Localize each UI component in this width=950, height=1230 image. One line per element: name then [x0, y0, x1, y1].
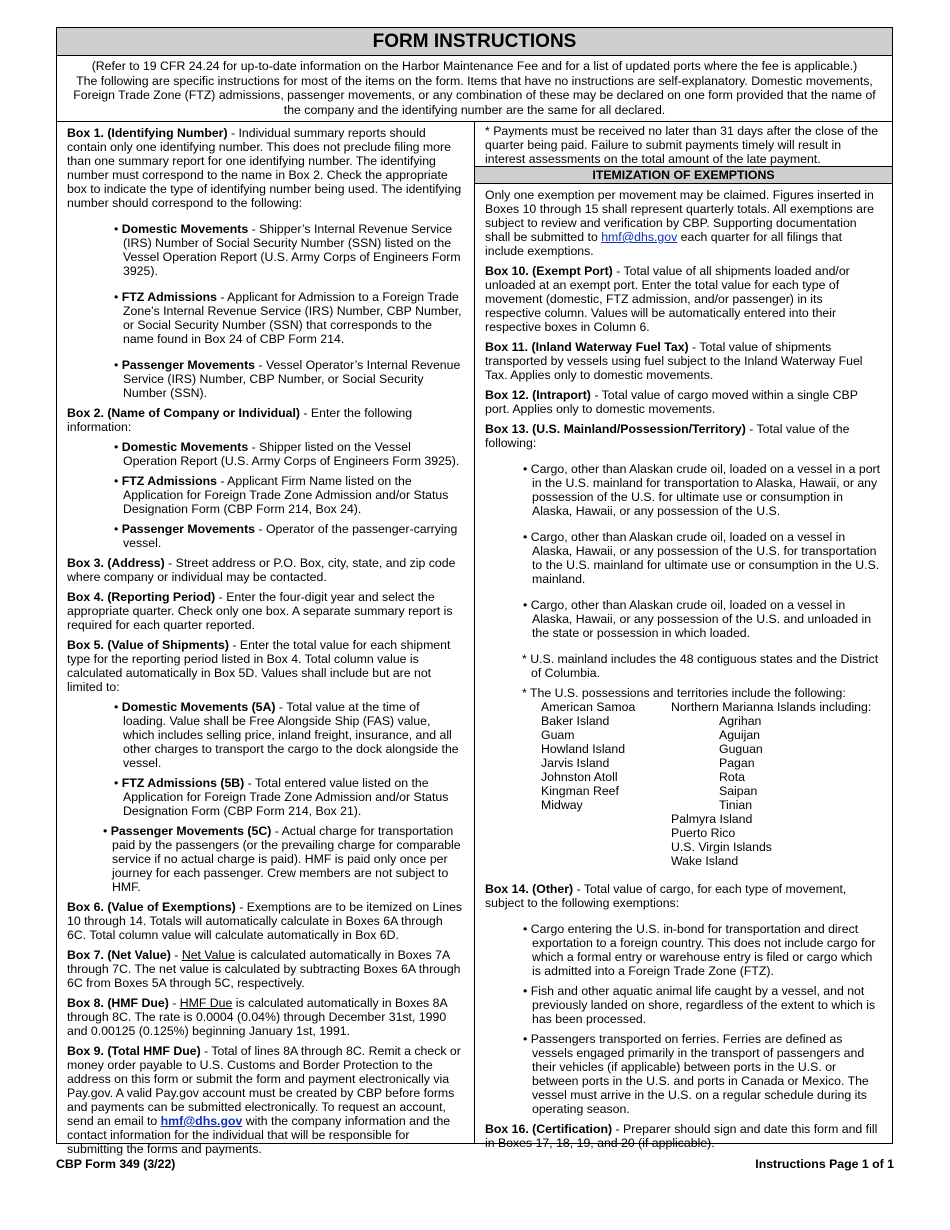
left-column: [57, 122, 475, 1156]
box5-bullet-ftz: • FTZ Admissions (5B) - Total entered value listed on the Application for Foreign Trade Zone Admission and/or Status Designation Form (CBP Form 214, Box 21).: [114, 776, 449, 818]
box16-section: [485, 1122, 882, 1150]
bullet-heading: Passenger Movements (5C): [110, 824, 272, 838]
bullet-text: - Shipper listed on the Vessel Operation Report (U.S. Army Corps of Engineers Form 3925).: [123, 440, 460, 468]
bullet-text: - Actual charge for transportation paid by the passengers (or the prevailing charge for comparable service if no actual charge is paid). HMF is paid only once per journey for each passenger. Crew members are not subject to HMF.: [112, 824, 461, 894]
exemption-intro-text2: each quarter for all filings that include exemptions.: [485, 230, 842, 258]
box13-section: [485, 422, 882, 450]
box9-text: - Total of lines 8A through 8C. Remit a check or money order payable to U.S. Customs and Border Protection to the address on this form or submit the form and payment electronically via Pay.gov. A valid Pay.gov account must be created by CBP before forms and payments can be submitted electronically. To request an account, send an email to: [67, 1044, 461, 1128]
box10-section: [485, 264, 882, 334]
territory: Guguan: [719, 742, 763, 756]
bullet-text: Cargo, other than Alaskan crude oil, loaded on a vessel in Alaska, Hawaii, or any possession of the U.S. for transportation to the U.S. mainland for ultimate use or consumption in the U.S. mainland.: [530, 530, 880, 586]
bullet-heading: Passenger Movements: [121, 358, 256, 372]
box14-bullet-1: • Cargo entering the U.S. in-bond for transportation and direct exportation to a foreign country. This does not include cargo for which a formal entry or warehouse entry is filed or cargo which is admitted into a Foreign Trade Zone (FTZ).: [523, 922, 876, 978]
bullet-text: - Shipper’s Internal Revenue Service (IRS) Number of Social Security Number (SSN) listed on the Vessel Operation Report (U.S. Army Corps of Engineers Form 3925).: [123, 222, 461, 278]
box16-heading: Box 16. (Certification): [485, 1122, 613, 1136]
territory: U.S. Virgin Islands: [671, 840, 772, 854]
bullet-text: - Total value at the time of loading. Value shall be Free Alongside Ship (FAS) value, which includes selling price, inland freight, insurance, and all other charges to transport the cargo to the dock alongside the vessel.: [123, 700, 459, 770]
territories-list: [485, 700, 882, 872]
box9-text2: with the company information and the contact information for the individual that will be responsible for submitting the forms and payments.: [67, 1114, 451, 1156]
box14-text: - Total value of cargo, for each type of movement, subject to the following exemptions:: [485, 882, 847, 910]
box7-pre: -: [170, 948, 182, 962]
box13-bullet-2: • Cargo, other than Alaskan crude oil, loaded on a vessel in Alaska, Hawaii, or any possession of the U.S. for transportation to the U.S. mainland for ultimate use or consumption in the U.S. mainland.: [523, 530, 880, 586]
itemization-body: [475, 184, 892, 1150]
box5-bullet-passenger: • Passenger Movements (5C) - Actual charge for transportation paid by the passengers (or the prevailing charge for comparable service if no actual charge is paid). HMF is paid only once per journey for each passenger. Crew members are not subject to HMF.: [103, 824, 461, 894]
bullet-heading: FTZ Admissions: [121, 290, 217, 304]
box6-section: [67, 900, 464, 942]
box5-section: [67, 638, 464, 694]
territory: Palmyra Island: [671, 812, 753, 826]
box7-section: [67, 948, 464, 990]
box11-heading: Box 11. (Inland Waterway Fuel Tax): [485, 340, 689, 354]
bullet-heading: Domestic Movements: [121, 440, 249, 454]
bullet-text: - Applicant for Admission to a Foreign Trade Zone’s Internal Revenue Service (IRS) Number, CBP Number, or Social Security Number (SSN) that corresponds to the name found in Box 24 of CBP Form 214.: [123, 290, 462, 346]
exemption-intro: [485, 188, 882, 258]
hmf-due-term: HMF Due: [179, 996, 233, 1010]
exemption-intro-text: Only one exemption per movement may be claimed. Figures inserted in Boxes 10 through 15 shall represent quarterly totals. All exemptions are subject to review and verification by CBP. Supporting documentation shall be submitted to: [485, 188, 874, 244]
bullet-text: Passengers transported on ferries. Ferries are defined as vessels engaged primarily in the transport of passengers and their vehicles (if applicable) between ports in the U.S. or between ports in the U.S. and ports in Canada or Mexico. The vessel must arrive in the U.S. on a regular schedule during its operating season.: [530, 1032, 869, 1116]
box6-heading: Box 6. (Value of Exemptions): [67, 900, 236, 914]
territory: Wake Island: [671, 854, 739, 868]
box2-bullet-domestic: • Domestic Movements - Shipper listed on the Vessel Operation Report (U.S. Army Corps of Engineers Form 3925).: [114, 440, 460, 468]
email-link[interactable]: hmf@dhs.gov: [601, 230, 678, 244]
territory: Pagan: [719, 756, 755, 770]
box1-bullet-passenger: • Passenger Movements - Vessel Operator’s Internal Revenue Service (IRS) Number, CBP Number, or Social Security Number (SSN).: [114, 358, 461, 400]
territory: Agrihan: [719, 714, 762, 728]
box1-bullet-ftz: • FTZ Admissions - Applicant for Admission to a Foreign Trade Zone’s Internal Revenue Service (IRS) Number, CBP Number, or Social Security Number (SSN) that corresponds to the name found in Box 24 of CBP Form 214.: [114, 290, 462, 346]
bullet-text: Cargo, other than Alaskan crude oil, loaded on a vessel in Alaska, Hawaii, or any possession of the U.S. and unloaded in the state or possession in which loaded.: [530, 598, 872, 640]
box9-heading: Box 9. (Total HMF Due): [67, 1044, 201, 1058]
intro-reference: (Refer to 19 CFR 24.24 for up-to-date information on the Harbor Maintenance Fee and for a list of updated ports where the fee is applicable.): [91, 59, 858, 73]
box1-heading: Box 1. (Identifying Number): [67, 126, 228, 140]
box13-text: - Total value of the following:: [485, 422, 850, 450]
bullet-heading: Passenger Movements: [121, 522, 256, 536]
box2-heading: Box 2. (Name of Company or Individual): [67, 406, 300, 420]
box10-text: - Total value of all shipments loaded and/or unloaded at an exempt port. Enter the total value for each type of movement (domestic, FTZ admission, and/or passenger) in its respective column. Values will be automatically entered into their respective boxes in Column 6.: [485, 264, 850, 334]
bullet-heading: Domestic Movements (5A): [121, 700, 276, 714]
box12-heading: Box 12. (Intraport): [485, 388, 591, 402]
box12-section: [485, 388, 882, 416]
bullet-text: - Total entered value listed on the Application for Foreign Trade Zone Admission and/or Status Designation Form (CBP Form 214, Box 21).: [123, 776, 449, 818]
territory: Johnston Atoll: [541, 770, 618, 784]
territory: American Samoa: [541, 700, 636, 714]
box14-heading: Box 14. (Other): [485, 882, 574, 896]
box14-bullet-2: • Fish and other aquatic animal life caught by a vessel, and not previously landed on shore, regardless of the extent to which is has been processed.: [523, 984, 876, 1026]
box2-bullet-passenger: • Passenger Movements - Operator of the passenger-carrying vessel.: [114, 522, 458, 550]
territory: Puerto Rico: [671, 826, 736, 840]
bullet-text: Cargo entering the U.S. in-bond for transportation and direct exportation to a foreign country. This does not include cargo for which a formal entry or warehouse entry is filed or cargo which is admitted into a Foreign Trade Zone (FTZ).: [530, 922, 876, 978]
box5-text: - Enter the total value for each shipment type for the reporting period listed in Box 4. Total column value is calculated automatically in Box 5D. Values shall include but are not limited to:: [67, 638, 451, 694]
box13-heading: Box 13. (U.S. Mainland/Possession/Territory): [485, 422, 746, 436]
box13-bullet-3: • Cargo, other than Alaskan crude oil, loaded on a vessel in Alaska, Hawaii, or any possession of the U.S. and unloaded in the state or possession in which loaded.: [523, 598, 872, 640]
mainland-note: * U.S. mainland includes the 48 contiguous states and the District of Columbia.: [522, 652, 879, 680]
box10-heading: Box 10. (Exempt Port): [485, 264, 613, 278]
box1-bullet-domestic: • Domestic Movements - Shipper’s Internal Revenue Service (IRS) Number of Social Security Number (SSN) listed on the Vessel Operation Report (U.S. Army Corps of Engineers Form 3925).: [114, 222, 461, 278]
box3-section: [67, 556, 464, 584]
territory: Howland Island: [541, 742, 626, 756]
page-title: FORM INSTRUCTIONS: [57, 28, 892, 56]
bullet-text: Fish and other aquatic animal life caught by a vessel, and not previously landed on shore, regardless of the extent to which is has been processed.: [530, 984, 876, 1026]
box7-heading: Box 7. (Net Value): [67, 948, 171, 962]
box8-text: is calculated automatically in Boxes 8A through 8C. The rate is 0.0004 (0.04%) through December 31st, 1990 and 0.00125 (0.125%) beginning January 1st, 1991.: [67, 996, 447, 1038]
territory: Saipan: [719, 784, 758, 798]
box16-text: - Preparer should sign and date this form and fill in Boxes 17, 18, 19, and 20 (if applicable).: [485, 1122, 878, 1150]
instructions-frame: [56, 27, 893, 1156]
bullet-heading: FTZ Admissions: [121, 474, 217, 488]
form-number: CBP Form 349 (3/22): [56, 1157, 176, 1171]
bullet-text: - Operator of the passenger-carrying vessel.: [123, 522, 458, 550]
territories-column-1: [541, 700, 635, 812]
box4-text: - Enter the four-digit year and select the appropriate quarter. Check only one box. A separate summary report is required for each quarter reported.: [67, 590, 453, 632]
email-link[interactable]: hmf@dhs.gov: [160, 1114, 243, 1128]
territory: Rota: [719, 770, 745, 784]
bullet-text: Cargo, other than Alaskan crude oil, loaded on a vessel in a port in the U.S. mainland for transportation to Alaska, Hawaii, or any possession of the U.S. for ultimate use or consumption in Alaska, Hawaii, or any possession of the U.S.: [530, 462, 881, 518]
box13-bullet-1: • Cargo, other than Alaskan crude oil, loaded on a vessel in a port in the U.S. mainland for transportation to Alaska, Hawaii, or any possession of the U.S. for ultimate use or consumption in Alaska, Hawaii, or any possession of the U.S.: [523, 462, 881, 518]
bullet-heading: Domestic Movements: [121, 222, 249, 236]
box8-pre: -: [168, 996, 180, 1010]
box8-section: [67, 996, 464, 1038]
right-column: [475, 122, 892, 1150]
box4-heading: Box 4. (Reporting Period): [67, 590, 216, 604]
bullet-text: - Applicant Firm Name listed on the Application for Foreign Trade Zone Admission and/or Status Designation Form (CBP Form 214, Box 24).: [123, 474, 449, 516]
box3-heading: Box 3. (Address): [67, 556, 165, 570]
bullet-text: - Vessel Operator’s Internal Revenue Service (IRS) Number, CBP Number, or Social Security Number (SSN).: [123, 358, 461, 400]
box11-section: [485, 340, 882, 382]
box5-heading: Box 5. (Value of Shipments): [67, 638, 229, 652]
box9-section: [67, 1044, 464, 1156]
box6-text: - Exemptions are to be itemized on Lines 10 through 14. Totals will automatically calculate in Boxes 6A through 6C. Total column value will calculate automatically in Box 6D.: [67, 900, 463, 942]
box12-text: - Total value of cargo moved within a single CBP port. Applies only to domestic movements.: [485, 388, 858, 416]
box14-bullet-3: • Passengers transported on ferries. Ferries are defined as vessels engaged primarily in the transport of passengers and their vehicles (if applicable) between ports in the U.S. or between ports in the U.S. and ports in Canada or Mexico. The vessel must arrive in the U.S. on a regular schedule during its operating season.: [523, 1032, 869, 1116]
box4-section: [67, 590, 464, 632]
territory: Kingman Reef: [541, 784, 619, 798]
box8-heading: Box 8. (HMF Due): [67, 996, 169, 1010]
territories-column-2: [671, 700, 871, 868]
box2-bullet-ftz: • FTZ Admissions - Applicant Firm Name listed on the Application for Foreign Trade Zone Admission and/or Status Designation Form (CBP Form 214, Box 24).: [114, 474, 449, 516]
intro-text: The following are specific instructions for most of the items on the form. Items that have no instructions are self-explanatory. Domestic movements, Foreign Trade Zone (FTZ) admissions, passenger movements, or any combination of these may be declared on one form provided that the name of the company and the identifying number are the same for all declared.: [73, 73, 876, 117]
box1-section: [67, 126, 464, 210]
box2-section: [67, 406, 464, 434]
territory: Midway: [541, 798, 583, 812]
box11-text: - Total value of shipments transported by vessels using fuel subject to the Inland Waterway Fuel Tax. Applies only to domestic movements.: [485, 340, 863, 382]
box14-section: [485, 882, 882, 910]
territory: Jarvis Island: [541, 756, 610, 770]
territory: Aguijan: [719, 728, 761, 742]
box5-bullet-domestic: • Domestic Movements (5A) - Total value at the time of loading. Value shall be Free Alongside Ship (FAS) value, which includes selling price, inland freight, insurance, and all other charges to transport the cargo to the dock alongside the vessel.: [114, 700, 459, 770]
box1-text: - Individual summary reports should contain only one identifying number. This does not preclude filing more than one summary report for one identifying number. The identifying number must correspond to the name in Box 2. Check the appropriate box to indicate the type of identifying number being used. The identifying number should correspond to the following:: [67, 126, 462, 210]
intro-section: [57, 56, 892, 122]
box3-text: - Street address or P.O. Box, city, state, and zip code where company or individual may be contacted.: [67, 556, 456, 584]
bullet-heading: FTZ Admissions (5B): [121, 776, 245, 790]
possessions-note: * The U.S. possessions and territories include the following:: [522, 686, 846, 700]
page-number: Instructions Page 1 of 1: [755, 1157, 894, 1171]
net-value-term: Net Value: [181, 948, 235, 962]
payment-note: * Payments must be received no later than 31 days after the close of the quarter being paid. Failure to submit payments timely will result in interest assessments on the total amount of the late payment.: [485, 124, 879, 166]
territory: Tinian: [719, 798, 753, 812]
territory: Baker Island: [541, 714, 610, 728]
box2-text: - Enter the following information:: [67, 406, 413, 434]
box7-text: is calculated automatically in Boxes 7A through 7C. The net value is calculated by subtracting Boxes 6A through 6C from Boxes 5A through 5C, respectively.: [67, 948, 461, 990]
territory: Guam: [541, 728, 575, 742]
territory-group-heading: Northern Marianna Islands including:: [671, 700, 872, 714]
itemization-heading: ITEMIZATION OF EXEMPTIONS: [475, 166, 892, 184]
